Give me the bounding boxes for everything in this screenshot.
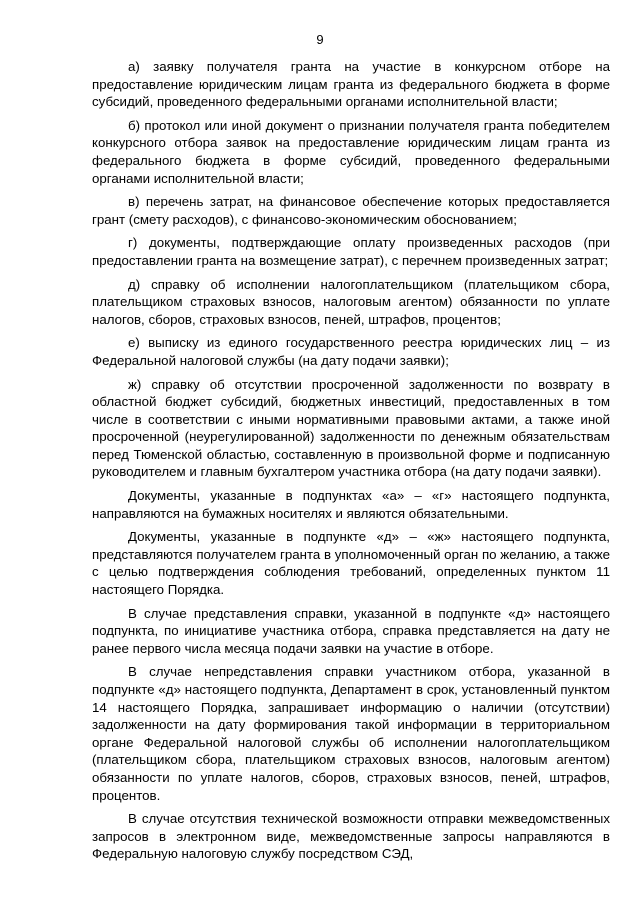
paragraph-g: г) документы, подтверждающие оплату произведенных расходов (при предоставлении гранта на возмещение затрат), с перечнем произведенных затрат; (92, 235, 610, 268)
paragraph-v: в) перечень затрат, на финансовое обеспечение которых предоставляется грант (смету расходов), с финансово-экономическим обоснованием; (92, 194, 610, 227)
paragraph-optional-docs: Документы, указанные в подпункте «д» – «ж» настоящего подпункта, представляются получателем гранта в уполномоченный орган по желанию, а также с целью подтверждения соблюдения требований, определенных пунктом 11 настоящего Порядка. (92, 529, 610, 598)
paragraph-e: е) выписку из единого государственного реестра юридических лиц – из Федеральной налоговой службы (на дату подачи заявки); (92, 335, 610, 368)
document-body (92, 58, 610, 869)
paragraph-a: а) заявку получателя гранта на участие в конкурсном отборе на предоставление юридическим лицам гранта из федерального бюджета в форме субсидий, проведенного федеральными органами исполнительной власти; (92, 59, 610, 110)
paragraph-zh: ж) справку об отсутствии просроченной задолженности по возврату в областной бюджет субсидий, бюджетных инвестиций, предоставленных в том числе в соответствии с иными нормативными правовыми актами, а также иной просроченной (неурегулированной) задолженности по денежным обязательствам перед Тюменской областью, составленную в произвольной форме и подписанную руководителем и главным бухгалтером участника отбора (на дату подачи заявки). (92, 376, 610, 480)
paragraph-interagency-requests: В случае отсутствия технической возможности отправки межведомственных запросов в электронном виде, межведомственные запросы направляются в Федеральную налоговую службу посредством СЭД, (92, 811, 610, 862)
paragraph-mandatory-docs: Документы, указанные в подпунктах «а» – «г» настоящего подпункта, направляются на бумажных носителях и являются обязательными. (92, 488, 610, 521)
paragraph-certificate-date: В случае представления справки, указанной в подпункте «д» настоящего подпункта, по инициативе участника отбора, справка представляется на дату не ранее первого числа месяца подачи заявки на участие в отборе. (92, 605, 610, 656)
paragraph-d: д) справку об исполнении налогоплательщиком (плательщиком сбора, плательщиком страховых взносов, налоговым агентом) обязанности по уплате налогов, сборов, страховых взносов, пеней, штрафов, процентов; (92, 276, 610, 327)
paragraph-b: б) протокол или иной документ о признании получателя гранта победителем конкурсного отбора заявок на предоставление юридическим лицам гранта из федерального бюджета в форме субсидий, проведенного федеральными органами исполнительной власти; (92, 117, 610, 186)
paragraph-department-request: В случае непредставления справки участником отбора, указанной в подпункте «д» настоящего подпункта, Департамент в срок, установленный пунктом 14 настоящего Порядка, запрашивает информацию о наличии (отсутствии) задолженности на дату формирования такой информации в территориальном органе Федеральной налоговой службы об исполнении налогоплательщиком (плательщиком сбора, плательщиком страховых взносов, налоговым агентом) обязанности по уплате налогов, сборов, страховых взносов, пеней, штрафов, процентов. (92, 664, 610, 803)
page-number: 9 (316, 32, 324, 47)
